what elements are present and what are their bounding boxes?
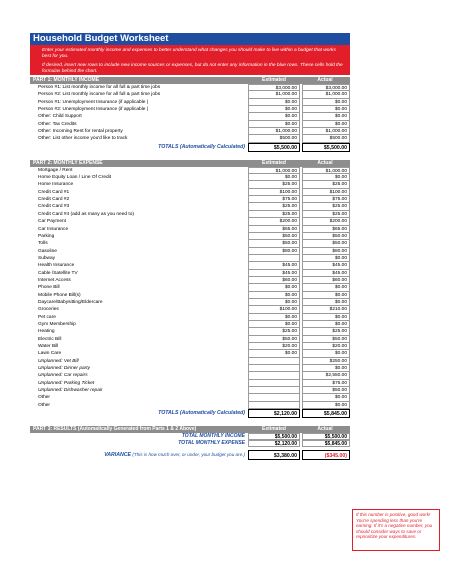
actual-cell[interactable]: $0.00 <box>302 314 350 321</box>
actual-cell[interactable]: $25.00 <box>302 328 350 335</box>
row-label: Health Insurance <box>38 263 75 269</box>
row-label: Person #1: List monthly income for all full & part time jobs <box>38 85 161 90</box>
actual-cell[interactable]: $250.00 <box>302 358 350 365</box>
row-label: Mobile Phone Bill(s) <box>38 292 81 298</box>
actual-cell[interactable]: $65.00 <box>302 226 350 233</box>
table-row <box>30 394 350 401</box>
part1-income-section <box>30 77 350 152</box>
table-row <box>30 84 350 91</box>
row-label: Credit Card #1 <box>38 189 70 195</box>
row-label: Mortgage / Rent <box>38 167 73 173</box>
actual-cell[interactable]: $210.00 <box>302 306 350 313</box>
actual-cell[interactable]: $500.00 <box>302 135 350 142</box>
actual-cell[interactable]: $0.00 <box>302 174 350 181</box>
actual-cell[interactable]: $0.00 <box>302 321 350 328</box>
actual-column-header: Actual <box>317 426 333 433</box>
row-label: Car Payment <box>38 219 66 225</box>
estimated-cell[interactable]: $25.00 <box>248 211 300 218</box>
variance-actual: ($345.00) <box>302 450 350 460</box>
row-label: Other: Child Support <box>38 114 82 120</box>
instructions-box <box>30 45 350 75</box>
estimated-cell[interactable]: $1,000.00 <box>248 167 300 174</box>
table-row <box>30 336 350 343</box>
table-row <box>30 203 350 210</box>
row-label: Home Insurance <box>38 182 74 188</box>
variance-label: VARIANCE <box>104 452 131 459</box>
table-row <box>30 226 350 233</box>
table-row <box>30 372 350 379</box>
table-row <box>30 321 350 328</box>
estimated-cell[interactable]: $50.00 <box>248 240 300 247</box>
row-label: Water Bill <box>38 344 59 349</box>
estimated-cell[interactable] <box>248 365 300 372</box>
row-label: Heating <box>38 329 55 335</box>
total-estimated-expense: $2,120.00 <box>248 409 300 418</box>
actual-column-header: Actual <box>317 159 333 166</box>
estimated-cell[interactable]: $100.00 <box>248 306 300 313</box>
estimated-cell[interactable]: $100.00 <box>248 189 300 196</box>
table-row <box>30 270 350 277</box>
row-label: Cable /Satellite TV <box>38 270 78 276</box>
variance-callout-note: If this number is positive, good work! You're spending less than you're earning. If it's a negative number, you should consider ways to save or reprioritize your expenditures. <box>352 509 440 551</box>
table-row <box>30 350 350 357</box>
table-row <box>30 196 350 203</box>
part2-expense-section <box>30 160 350 418</box>
row-label: Lawn Care <box>38 351 62 357</box>
totals-label: TOTALS (Automatically Calculated) <box>158 410 245 417</box>
row-label: Unplanned: Vet Bill <box>38 358 79 364</box>
row-label: Credit Card #2 <box>38 197 70 203</box>
estimated-cell[interactable]: $500.00 <box>248 135 300 142</box>
row-label: Other: Incoming Rent for rental property <box>38 129 123 135</box>
estimated-cell[interactable]: $0.00 <box>248 121 300 128</box>
actual-cell[interactable]: $50.00 <box>302 387 350 394</box>
worksheet-title: Household Budget Worksheet <box>30 33 350 45</box>
table-row <box>30 255 350 262</box>
actual-column-header: Actual <box>317 77 333 83</box>
row-label: Other <box>38 402 50 408</box>
row-label: Other <box>38 395 50 401</box>
row-label: Gym Membership <box>38 321 76 327</box>
actual-cell[interactable]: $75.00 <box>302 380 350 387</box>
row-label: Unplanned: Dinner party <box>38 366 90 372</box>
total-actual-expense: $5,845.00 <box>302 409 350 418</box>
estimated-cell[interactable]: $200.00 <box>248 218 300 225</box>
actual-cell[interactable]: $0.00 <box>302 292 350 299</box>
part1-rows <box>30 84 350 143</box>
row-label: Parking <box>38 233 55 239</box>
table-row <box>30 380 350 387</box>
actual-cell[interactable]: $45.00 <box>302 270 350 277</box>
actual-cell[interactable]: $80.00 <box>302 248 350 255</box>
total-estimated-income: $5,500.00 <box>248 143 300 152</box>
variance-label-wrap <box>30 450 248 460</box>
variance-note: (This is how much over, or under, your budget you are.) <box>132 452 245 458</box>
row-label: Electric Bill <box>38 336 62 342</box>
actual-cell[interactable]: $0.00 <box>302 255 350 262</box>
total-income-row <box>30 433 350 440</box>
row-label: Credit Card #3 <box>38 204 70 210</box>
row-label: Internet Access <box>38 277 71 283</box>
table-row <box>30 365 350 372</box>
row-label: Groceries <box>38 307 59 313</box>
actual-cell[interactable]: $200.00 <box>302 218 350 225</box>
row-label: Person #2: Unemployment Insurance (if applicable ) <box>38 107 149 113</box>
budget-worksheet <box>30 33 350 460</box>
estimated-cell[interactable]: $0.00 <box>248 106 300 113</box>
total-actual-income: $5,500.00 <box>302 143 350 152</box>
actual-cell[interactable]: $50.00 <box>302 233 350 240</box>
actual-cell[interactable]: $0.00 <box>302 106 350 113</box>
estimated-cell[interactable]: $0.00 <box>248 174 300 181</box>
part1-header <box>30 77 350 84</box>
part1-title: PART 1: MONTHLY INCOME <box>33 77 100 83</box>
part2-totals-row <box>30 409 350 418</box>
table-row <box>30 328 350 335</box>
result-income-actual: $5,500.00 <box>302 433 350 440</box>
instructions-text-2: If desired, insert new rows to include new income sources or expenses, but do not enter any information in the blue rows. These cells hold the formulas behind the chart. <box>42 62 343 75</box>
part1-totals-row <box>30 143 350 152</box>
table-row <box>30 299 350 306</box>
actual-cell[interactable]: $100.00 <box>302 189 350 196</box>
table-row <box>30 211 350 218</box>
part3-results-section <box>30 426 350 460</box>
row-label: Other: Tax Credits <box>38 121 77 127</box>
instructions-text-1: Enter your estimated monthly income and expenses to better understand what changes you should make to live within a budget that works best for you. <box>42 48 336 60</box>
table-row <box>30 106 350 113</box>
table-row <box>30 113 350 120</box>
estimated-column-header: Estimated <box>262 426 286 433</box>
table-row <box>30 248 350 255</box>
actual-cell[interactable]: $0.00 <box>302 402 350 409</box>
table-row <box>30 121 350 128</box>
row-label: Unplanned: Car repairs <box>38 373 88 379</box>
row-label: Person #1: Unemployment Insurance (if applicable ) <box>38 99 149 105</box>
row-label: Phone Bill <box>38 285 60 291</box>
table-row <box>30 174 350 181</box>
table-row <box>30 240 350 247</box>
estimated-cell[interactable]: $50.00 <box>248 233 300 240</box>
row-label: Pet care <box>38 314 56 320</box>
estimated-cell[interactable]: $1,000.00 <box>248 91 300 98</box>
actual-cell[interactable]: $0.00 <box>302 365 350 372</box>
estimated-cell[interactable]: $50.00 <box>248 336 300 343</box>
table-row <box>30 99 350 106</box>
row-label: Credit Card #4 (add as many as you need to) <box>38 211 134 217</box>
table-row <box>30 128 350 135</box>
estimated-cell[interactable]: $0.00 <box>248 314 300 321</box>
estimated-cell[interactable] <box>248 387 300 394</box>
table-row <box>30 181 350 188</box>
estimated-cell[interactable]: $1,000.00 <box>248 128 300 135</box>
estimated-cell[interactable]: $25.00 <box>248 328 300 335</box>
actual-cell[interactable]: $25.00 <box>302 181 350 188</box>
result-expense-actual: $5,845.00 <box>302 440 350 447</box>
estimated-cell[interactable]: $3,000.00 <box>248 84 300 91</box>
estimated-cell[interactable] <box>248 372 300 379</box>
estimated-cell[interactable]: $20.00 <box>248 343 300 350</box>
actual-cell[interactable]: $45.00 <box>302 262 350 269</box>
estimated-cell[interactable] <box>248 402 300 409</box>
part2-rows <box>30 167 350 409</box>
row-label: Unplanned: Dishwasher repair <box>38 388 103 394</box>
actual-cell[interactable]: $0.00 <box>302 99 350 106</box>
actual-cell[interactable]: $0.00 <box>302 299 350 306</box>
actual-cell[interactable]: $60.00 <box>302 277 350 284</box>
part2-header <box>30 160 350 167</box>
variance-estimated: $3,380.00 <box>248 450 300 460</box>
row-label: Gasoline <box>38 248 57 254</box>
variance-row <box>30 450 350 460</box>
estimated-cell[interactable] <box>248 255 300 262</box>
part3-title: PART 3: RESULTS (Automatically Generated from Parts 1 & 2 Above) <box>33 426 197 433</box>
table-row <box>30 284 350 291</box>
table-row <box>30 306 350 313</box>
actual-cell[interactable]: $20.00 <box>302 343 350 350</box>
table-row <box>30 292 350 299</box>
actual-cell[interactable]: $0.00 <box>302 113 350 120</box>
estimated-cell[interactable]: $45.00 <box>248 262 300 269</box>
table-row <box>30 135 350 142</box>
actual-cell[interactable]: $0.00 <box>302 284 350 291</box>
table-row <box>30 277 350 284</box>
row-label: Daycare/Babysitting/Eldercare <box>38 299 103 305</box>
actual-cell[interactable]: $25.00 <box>302 211 350 218</box>
table-row <box>30 233 350 240</box>
part2-title: PART 2: MONTHLY EXPENSE <box>33 159 103 166</box>
total-expense-row <box>30 440 350 447</box>
estimated-cell[interactable]: $75.00 <box>248 196 300 203</box>
row-label: Unplanned: Parking Ticket <box>38 380 95 386</box>
estimated-cell[interactable]: $0.00 <box>248 284 300 291</box>
actual-cell[interactable]: $50.00 <box>302 336 350 343</box>
row-label: Tolls <box>38 241 48 247</box>
actual-cell[interactable]: $3,000.00 <box>302 84 350 91</box>
row-label: Person #2: List monthly income for all full & part time jobs <box>38 92 161 98</box>
total-expense-label: TOTAL MONTHLY EXPENSE <box>178 440 245 447</box>
table-row <box>30 358 350 365</box>
total-income-label: TOTAL MONTHLY INCOME <box>181 433 245 440</box>
estimated-cell[interactable]: $25.00 <box>248 181 300 188</box>
estimated-cell[interactable]: $60.00 <box>248 277 300 284</box>
actual-cell[interactable]: $1,000.00 <box>302 91 350 98</box>
actual-cell[interactable]: $0.00 <box>302 350 350 357</box>
table-row <box>30 91 350 98</box>
actual-cell[interactable]: $0.00 <box>302 394 350 401</box>
row-label: Subway <box>38 255 56 261</box>
row-label: Car Insurance <box>38 226 69 232</box>
estimated-cell[interactable]: $25.00 <box>248 203 300 210</box>
actual-cell[interactable]: $1,000.00 <box>302 128 350 135</box>
part3-header <box>30 426 350 433</box>
table-row <box>30 262 350 269</box>
estimated-cell[interactable]: $0.00 <box>248 292 300 299</box>
actual-cell[interactable]: $1,000.00 <box>302 167 350 174</box>
table-row <box>30 343 350 350</box>
estimated-cell[interactable]: $0.00 <box>248 99 300 106</box>
table-row <box>30 387 350 394</box>
table-row <box>30 167 350 174</box>
actual-cell[interactable]: $0.00 <box>302 121 350 128</box>
actual-cell[interactable]: $50.00 <box>302 240 350 247</box>
estimated-cell[interactable]: $0.00 <box>248 321 300 328</box>
table-row <box>30 402 350 409</box>
estimated-cell[interactable] <box>248 380 300 387</box>
estimated-cell[interactable]: $45.00 <box>248 270 300 277</box>
actual-cell[interactable]: $75.00 <box>302 196 350 203</box>
row-label: Other: List other income you'd like to track <box>38 136 128 142</box>
estimated-cell[interactable]: $0.00 <box>248 299 300 306</box>
actual-cell[interactable]: $2,550.00 <box>302 372 350 379</box>
totals-label: TOTALS (Automatically Calculated) <box>158 143 245 150</box>
estimated-cell[interactable]: $0.00 <box>248 113 300 120</box>
estimated-cell[interactable]: $65.00 <box>248 226 300 233</box>
estimated-cell[interactable] <box>248 394 300 401</box>
table-row <box>30 218 350 225</box>
actual-cell[interactable]: $25.00 <box>302 203 350 210</box>
table-row <box>30 314 350 321</box>
result-income-estimated: $5,500.00 <box>248 433 300 440</box>
row-label: Home Equity Loan / Line Of Credit <box>38 175 112 181</box>
estimated-cell[interactable]: $80.00 <box>248 248 300 255</box>
estimated-cell[interactable] <box>248 358 300 365</box>
estimated-column-header: Estimated <box>262 159 286 166</box>
estimated-cell[interactable]: $0.00 <box>248 350 300 357</box>
result-expense-estimated: $2,120.00 <box>248 440 300 447</box>
estimated-column-header: Estimated <box>262 77 286 83</box>
table-row <box>30 189 350 196</box>
